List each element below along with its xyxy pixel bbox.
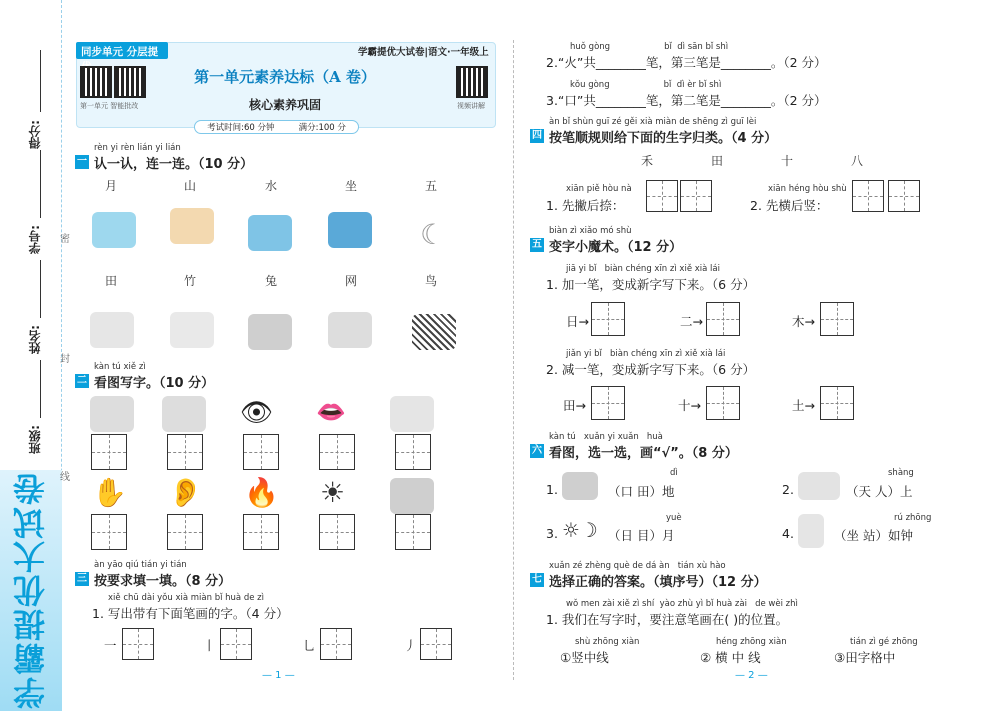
score-line — [40, 50, 41, 112]
water-picture — [248, 215, 292, 251]
section-pinyin: kàn tú xuǎn yi xuǎn huà — [549, 432, 663, 442]
writing-grid[interactable] — [820, 386, 854, 420]
question-pinyin: xiān héng hòu shù — [768, 184, 847, 194]
match-char: 水 — [264, 179, 277, 193]
writing-grid[interactable] — [220, 628, 252, 660]
sort-char: 禾 — [640, 154, 653, 168]
section-title: 认一认，连一连。（10 分） — [94, 157, 254, 172]
name-line — [40, 260, 41, 318]
question-text: 2. 减一笔，变成新字写下来。（6 分） — [546, 362, 756, 377]
choice-pinyin: shàng — [888, 468, 914, 478]
question-pinyin: xiě chū dài yǒu xià miàn bǐ huà de zì — [108, 593, 264, 603]
sort-char: 田 — [710, 154, 723, 168]
match-char: 兔 — [264, 274, 277, 288]
cut-mark: 密 — [60, 234, 70, 245]
net-picture — [412, 314, 456, 350]
writing-grid[interactable] — [591, 386, 625, 420]
qr-code-icon[interactable] — [114, 66, 146, 98]
section-pinyin: xuǎn zé zhèng què de dá àn tián xù hào — [549, 561, 726, 571]
mountain-picture — [92, 212, 136, 248]
section-title: 按笔顺规则给下面的生字归类。（4 分） — [549, 131, 778, 146]
writing-grid[interactable] — [243, 514, 279, 550]
question-text: 2. 先横后竖： — [750, 198, 829, 213]
name-label: 姓名: — [28, 325, 42, 354]
choice-label: 4. — [782, 526, 794, 541]
section-pinyin: rèn yi rèn lián yi lián — [94, 143, 181, 153]
cut-mark: 线 — [60, 472, 70, 483]
score-label: 得分: — [28, 120, 42, 149]
match-char: 月 — [104, 179, 117, 193]
writing-grid[interactable] — [820, 302, 854, 336]
section-number: 五 — [532, 239, 542, 250]
number-eight-picture — [90, 396, 134, 432]
choice-option[interactable]: （日 目）月 — [608, 528, 675, 543]
moon-icon: ☾ — [420, 218, 446, 251]
number-ten-picture — [162, 396, 206, 432]
writing-grid[interactable] — [122, 628, 154, 660]
match-char: 田 — [104, 274, 117, 288]
field-picture — [562, 472, 598, 500]
exam-subtitle: 核心素养巩固 — [248, 98, 321, 112]
question-text: 2.“火”共________笔，第三笔是________。（2 分） — [546, 55, 827, 70]
section-pinyin: kàn tú xiě zì — [94, 362, 146, 372]
match-char: 山 — [183, 179, 196, 193]
answer-option[interactable]: ①竖中线 — [560, 650, 609, 665]
hand-icon: ✋ — [92, 476, 127, 509]
exam-time: 考试时间:60 分钟 — [207, 123, 275, 133]
sky-picture — [798, 472, 840, 500]
question-text: 1. 加一笔，变成新字写下来。（6 分） — [546, 277, 756, 292]
stroke-char: 一 — [104, 638, 117, 653]
option-pinyin: héng zhōng xiàn — [716, 637, 787, 647]
writing-grid[interactable] — [706, 386, 740, 420]
section-pinyin: àn yāo qiú tián yi tián — [94, 560, 187, 570]
choice-option[interactable]: （坐 站）如钟 — [834, 528, 913, 543]
transform-item: 日→ — [566, 314, 589, 329]
question-pinyin: wǒ men zài xiě zì shí yào zhù yì bǐ huà zài de wèi zhì — [566, 599, 798, 609]
answer-option[interactable]: ③田字格中 — [834, 650, 896, 665]
class-label: 班级: — [28, 425, 42, 454]
section-number: 六 — [532, 445, 542, 456]
question-pinyin: xiān piě hòu nà — [566, 184, 632, 194]
option-pinyin: shù zhōng xiàn — [575, 637, 640, 647]
choice-pinyin: rú zhōng — [894, 513, 932, 523]
mouth-icon: 👄 — [316, 398, 346, 426]
section-pinyin: biàn zì xiǎo mó shù — [549, 226, 632, 236]
match-char: 五 — [424, 179, 437, 193]
question-text: 1. 我们在写字时，要注意笔画在( )的位置。 — [546, 612, 789, 627]
fire-icon: 🔥 — [244, 476, 279, 509]
transform-item: 木→ — [792, 314, 815, 329]
sort-char: 八 — [850, 154, 863, 168]
match-char: 鸟 — [424, 274, 437, 288]
section-title: 选择正确的答案。（填序号）（12 分） — [549, 575, 767, 590]
question-text: 3.“口”共________笔，第二笔是________。（2 分） — [546, 93, 827, 108]
page-divider — [513, 40, 514, 680]
eye-icon: 👁 — [240, 398, 274, 428]
match-char: 网 — [344, 274, 357, 288]
stroke-char: 丿 — [404, 638, 417, 653]
spine-brand: 学霸提优大试卷 — [12, 471, 50, 709]
ear-icon: 👂 — [168, 476, 203, 509]
section-title: 变字小魔术。（12 分） — [549, 240, 683, 255]
qr-caption: 第一单元 智能批改 — [80, 102, 139, 110]
option-pinyin: tián zì gé zhōng — [850, 637, 918, 647]
writing-grid[interactable] — [243, 434, 279, 470]
section-number: 三 — [77, 573, 87, 584]
bird-picture — [170, 312, 214, 348]
qr-code-icon[interactable] — [80, 66, 112, 98]
qr-code-icon[interactable] — [456, 66, 488, 98]
writing-grid[interactable] — [319, 514, 355, 550]
rabbit-picture — [90, 312, 134, 348]
sort-char: 十 — [780, 154, 793, 168]
section-number: 一 — [77, 156, 87, 167]
question-text: 1. 先撇后捺： — [546, 198, 625, 213]
writing-grid[interactable] — [852, 180, 884, 212]
page-number: — 2 — — [735, 670, 768, 681]
class-line — [40, 360, 41, 418]
question-pinyin: jiā yi bǐ biàn chéng xīn zì xiě xià lái — [566, 264, 720, 274]
section-title: 看图，选一选，画“√”。（8 分） — [549, 446, 738, 461]
unit-tag: 同步单元 分层提 — [76, 42, 168, 59]
writing-grid[interactable] — [319, 434, 355, 470]
student-id-line — [40, 150, 41, 218]
question-pinyin: huǒ gòng bǐ dì sān bǐ shì — [570, 42, 729, 52]
writing-grid[interactable] — [680, 180, 712, 212]
choice-option[interactable]: （口 田）地 — [608, 484, 675, 499]
writing-grid[interactable] — [395, 434, 431, 470]
transform-item: 田→ — [563, 398, 586, 413]
writing-grid[interactable] — [706, 302, 740, 336]
exam-info-bar — [194, 120, 359, 134]
choice-pinyin: yuè — [666, 513, 682, 523]
match-char: 坐 — [344, 179, 357, 193]
choice-pinyin: dì — [670, 468, 678, 478]
page-number: — 1 — — [262, 670, 295, 681]
writing-grid[interactable] — [167, 434, 203, 470]
writing-grid[interactable] — [888, 180, 920, 212]
writing-grid[interactable] — [91, 434, 127, 470]
bamboo-picture — [328, 312, 372, 348]
writing-grid[interactable] — [395, 514, 431, 550]
qr-caption: 视频讲解 — [457, 102, 485, 110]
writing-grid[interactable] — [167, 514, 203, 550]
waterfall-picture — [328, 212, 372, 248]
transform-item: 土→ — [792, 398, 815, 413]
writing-grid[interactable] — [320, 628, 352, 660]
question-pinyin: jiǎn yi bǐ biàn chéng xīn zì xiě xià lái — [566, 349, 726, 359]
section-number: 四 — [532, 130, 542, 141]
field-picture — [248, 314, 292, 350]
sitting-child-picture — [170, 208, 214, 244]
exam-score: 满分:100 分 — [298, 123, 346, 133]
section-title: 看图写字。（10 分） — [94, 376, 215, 391]
choice-label: 1. — [546, 482, 558, 497]
sun-icon: ☀ — [320, 476, 346, 509]
section-pinyin: àn bǐ shùn guī zé gěi xià miàn de shēng zì guī lèi — [549, 117, 757, 127]
choice-label: 2. — [782, 482, 794, 497]
writing-grid[interactable] — [591, 302, 625, 336]
writing-grid[interactable] — [646, 180, 678, 212]
answer-option[interactable]: ② 横 中 线 — [700, 650, 761, 665]
writing-grid[interactable] — [420, 628, 452, 660]
sun-moon-icon: ☼☽ — [562, 518, 598, 542]
writing-grid[interactable] — [91, 514, 127, 550]
cut-mark: 封 — [60, 354, 70, 365]
section-number: 二 — [77, 375, 87, 386]
match-char: 竹 — [183, 274, 196, 288]
book-label: 学霸提优大试卷|语文·一年级上 — [358, 47, 489, 58]
section-title: 按要求填一填。（8 分） — [94, 574, 232, 589]
choice-option[interactable]: （天 人）上 — [846, 484, 913, 499]
student-id-label: 学号: — [28, 225, 42, 254]
question-pinyin: kǒu gòng bǐ dì èr bǐ shì — [570, 80, 722, 90]
field-picture — [390, 478, 434, 514]
stroke-char: 丨 — [203, 638, 216, 653]
transform-item: 二→ — [680, 314, 703, 329]
choice-label: 3. — [546, 526, 558, 541]
exam-title: 第一单元素养达标（A 卷） — [194, 68, 376, 86]
transform-item: 十→ — [678, 398, 701, 413]
grass-picture — [390, 396, 434, 432]
bell-picture — [798, 514, 824, 548]
question-text: 1. 写出带有下面笔画的字。（4 分） — [92, 606, 289, 621]
section-number: 七 — [532, 574, 542, 585]
stroke-char: 乚 — [303, 638, 316, 653]
